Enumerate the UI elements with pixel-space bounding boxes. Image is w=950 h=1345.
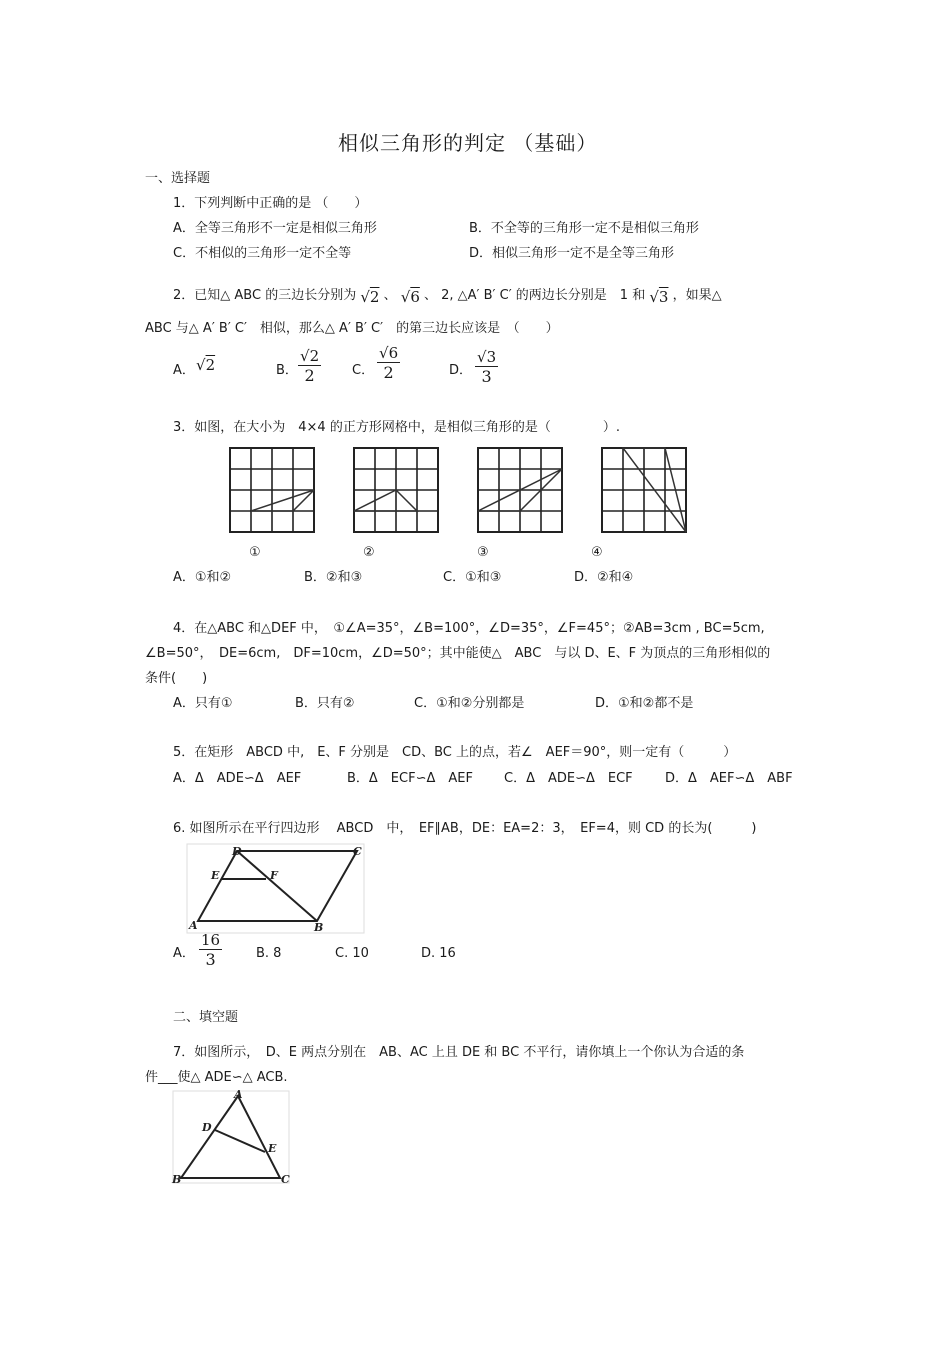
q6-parallelogram-figure	[186, 843, 366, 935]
q2-option-c-numerator: √6	[379, 344, 399, 362]
q2-sqrt3-value: 3	[658, 288, 669, 306]
q2-line1	[173, 289, 722, 305]
q4-line3: 条件( )	[145, 671, 208, 686]
q2-text-3: ，如果△	[672, 288, 722, 303]
q2-option-a-label: A．	[173, 363, 195, 378]
q2-sqrt6-value: 6	[410, 288, 420, 306]
q7-point-d: D	[202, 1121, 212, 1134]
q6-point-a: A	[189, 919, 198, 932]
q7-point-b: B	[172, 1173, 182, 1186]
q6-point-e: E	[211, 869, 220, 882]
q5-option-c: C．Δ ADE∽Δ ECF	[504, 771, 633, 786]
q1-option-c: C．不相似的三角形一定不全等	[173, 246, 352, 261]
q3-option-b: B．②和③	[304, 570, 363, 585]
section-fill-heading: 二、填空题	[173, 1010, 239, 1025]
grid-figure-2	[354, 448, 438, 532]
q3-option-c: C．①和③	[443, 570, 502, 585]
grid-figure-3	[478, 448, 562, 532]
q5-option-d: D．Δ AEF∽Δ ABF	[665, 771, 793, 786]
q2-option-b-num-value: 2	[309, 347, 320, 365]
q2-option-c-label: C．	[352, 363, 375, 378]
q2-sqrt2-value: 2	[369, 288, 380, 306]
q6-option-d: D. 16	[421, 946, 456, 961]
q2-sep: 、	[383, 288, 397, 303]
q2-option-b-numerator: √2	[300, 347, 320, 365]
q2-option-b-denominator: 2	[304, 366, 315, 385]
q3-figure-label-2: ②	[363, 545, 375, 560]
q6-point-b: B	[314, 921, 324, 934]
q7-point-a: A	[234, 1088, 243, 1101]
q4-option-c: C．①和②分别都是	[414, 696, 525, 711]
q2-option-d-label: D．	[449, 363, 473, 378]
section-choice-heading: 一、选择题	[145, 171, 211, 186]
q2-option-d-fraction	[475, 350, 498, 385]
q3-figure-label-4: ④	[591, 545, 603, 560]
q2-option-b-label: B．	[276, 363, 298, 378]
q3-option-d: D．②和④	[574, 570, 634, 585]
q6-point-d: D	[232, 845, 242, 858]
q4-option-b: B．只有②	[295, 696, 355, 711]
q6-option-a-fraction	[199, 933, 222, 968]
q2-text-2: 、 2, △A′ B′ C′ 的两边长分别是 1 和	[424, 288, 646, 303]
grid-figure-4	[602, 448, 686, 532]
q6-stem: 6. 如图所示在平行四边形 ABCD 中， EF∥AB，DE：EA=2：3， EF=4，则 CD 的长为( )	[173, 821, 757, 836]
q3-option-a: A．①和②	[173, 570, 232, 585]
q6-option-c: C. 10	[335, 946, 369, 961]
q6-point-f: F	[270, 869, 278, 882]
q1-stem: 1．下列判断中正确的是 （ ）	[173, 196, 368, 211]
q3-figure-label-1: ①	[249, 545, 261, 560]
q1-option-a: A．全等三角形不一定是相似三角形	[173, 221, 377, 236]
q1-option-d: D．相似三角形一定不是全等三角形	[469, 246, 675, 261]
q3-figure-label-3: ③	[477, 545, 489, 560]
q3-grid-figures	[226, 444, 696, 539]
q6-option-a-denominator: 3	[205, 950, 216, 969]
q6-option-a-numerator: 16	[201, 931, 221, 949]
q4-option-d: D．①和②都不是	[595, 696, 694, 711]
q7-triangle-figure	[172, 1090, 290, 1185]
q3-stem: 3．如图，在大小为 4×4 的正方形网格中，是相似三角形的是（ ）.	[173, 420, 620, 435]
q2-option-d-denominator: 3	[481, 367, 492, 386]
q6-point-c: C	[353, 845, 362, 858]
q4-option-a: A．只有①	[173, 696, 233, 711]
q5-option-a: A．Δ ADE∽Δ AEF	[173, 771, 302, 786]
q2-text-1: 2．已知△ ABC 的三边长分别为	[173, 288, 357, 303]
q1-option-b: B．不全等的三角形一定不是相似三角形	[469, 221, 699, 236]
q2-option-c-denominator: 2	[383, 363, 394, 382]
page-title: 相似三角形的判定 （基础）	[338, 131, 598, 155]
grid-figure-1	[230, 448, 314, 532]
q7-line1: 7．如图所示， D、E 两点分别在 AB、AC 上且 DE 和 BC 不平行，请你填上一个你认为合适的条	[173, 1045, 745, 1060]
q2-option-d-num-value: 3	[486, 348, 497, 366]
q6-option-a-label: A．	[173, 946, 195, 961]
q2-option-a-value: 2	[205, 356, 216, 374]
q6-option-b: B. 8	[256, 946, 282, 961]
q7-point-e: E	[268, 1142, 277, 1155]
q2-sqrt6: √6	[400, 288, 420, 306]
q2-option-c-fraction	[377, 346, 400, 381]
q2-sqrt2: √2	[360, 288, 380, 306]
q7-point-c: C	[281, 1173, 290, 1186]
q4-line2: ∠B=50°， DE=6cm, DF=10cm，∠D=50°；其中能使△ ABC 与以 D、E、F 为顶点的三角形相似的	[145, 646, 771, 661]
q2-line2: ABC 与△ A′ B′ C′ 相似，那么△ A′ B′ C′ 的第三边长应该是 （ ）	[145, 321, 559, 336]
q2-option-d-numerator: √3	[477, 348, 497, 366]
q5-option-b: B．Δ ECF∽Δ AEF	[347, 771, 473, 786]
q5-stem: 5．在矩形 ABCD 中, E、F 分别是 CD、BC 上的点，若∠ AEF＝90°，则一定有（ ）	[173, 745, 737, 760]
q2-option-b-fraction	[298, 349, 321, 384]
q2-option-a-sqrt: √2	[196, 356, 216, 374]
q2-option-c-num-value: 6	[388, 344, 399, 362]
q7-line2: 件___使△ ADE∽△ ACB.	[145, 1070, 288, 1085]
q2-sqrt3: √3	[649, 288, 669, 306]
q4-line1: 4．在△ABC 和△DEF 中， ①∠A=35°，∠B=100°，∠D=35°，∠F=45°；②AB=3cm , BC=5cm,	[173, 621, 765, 636]
